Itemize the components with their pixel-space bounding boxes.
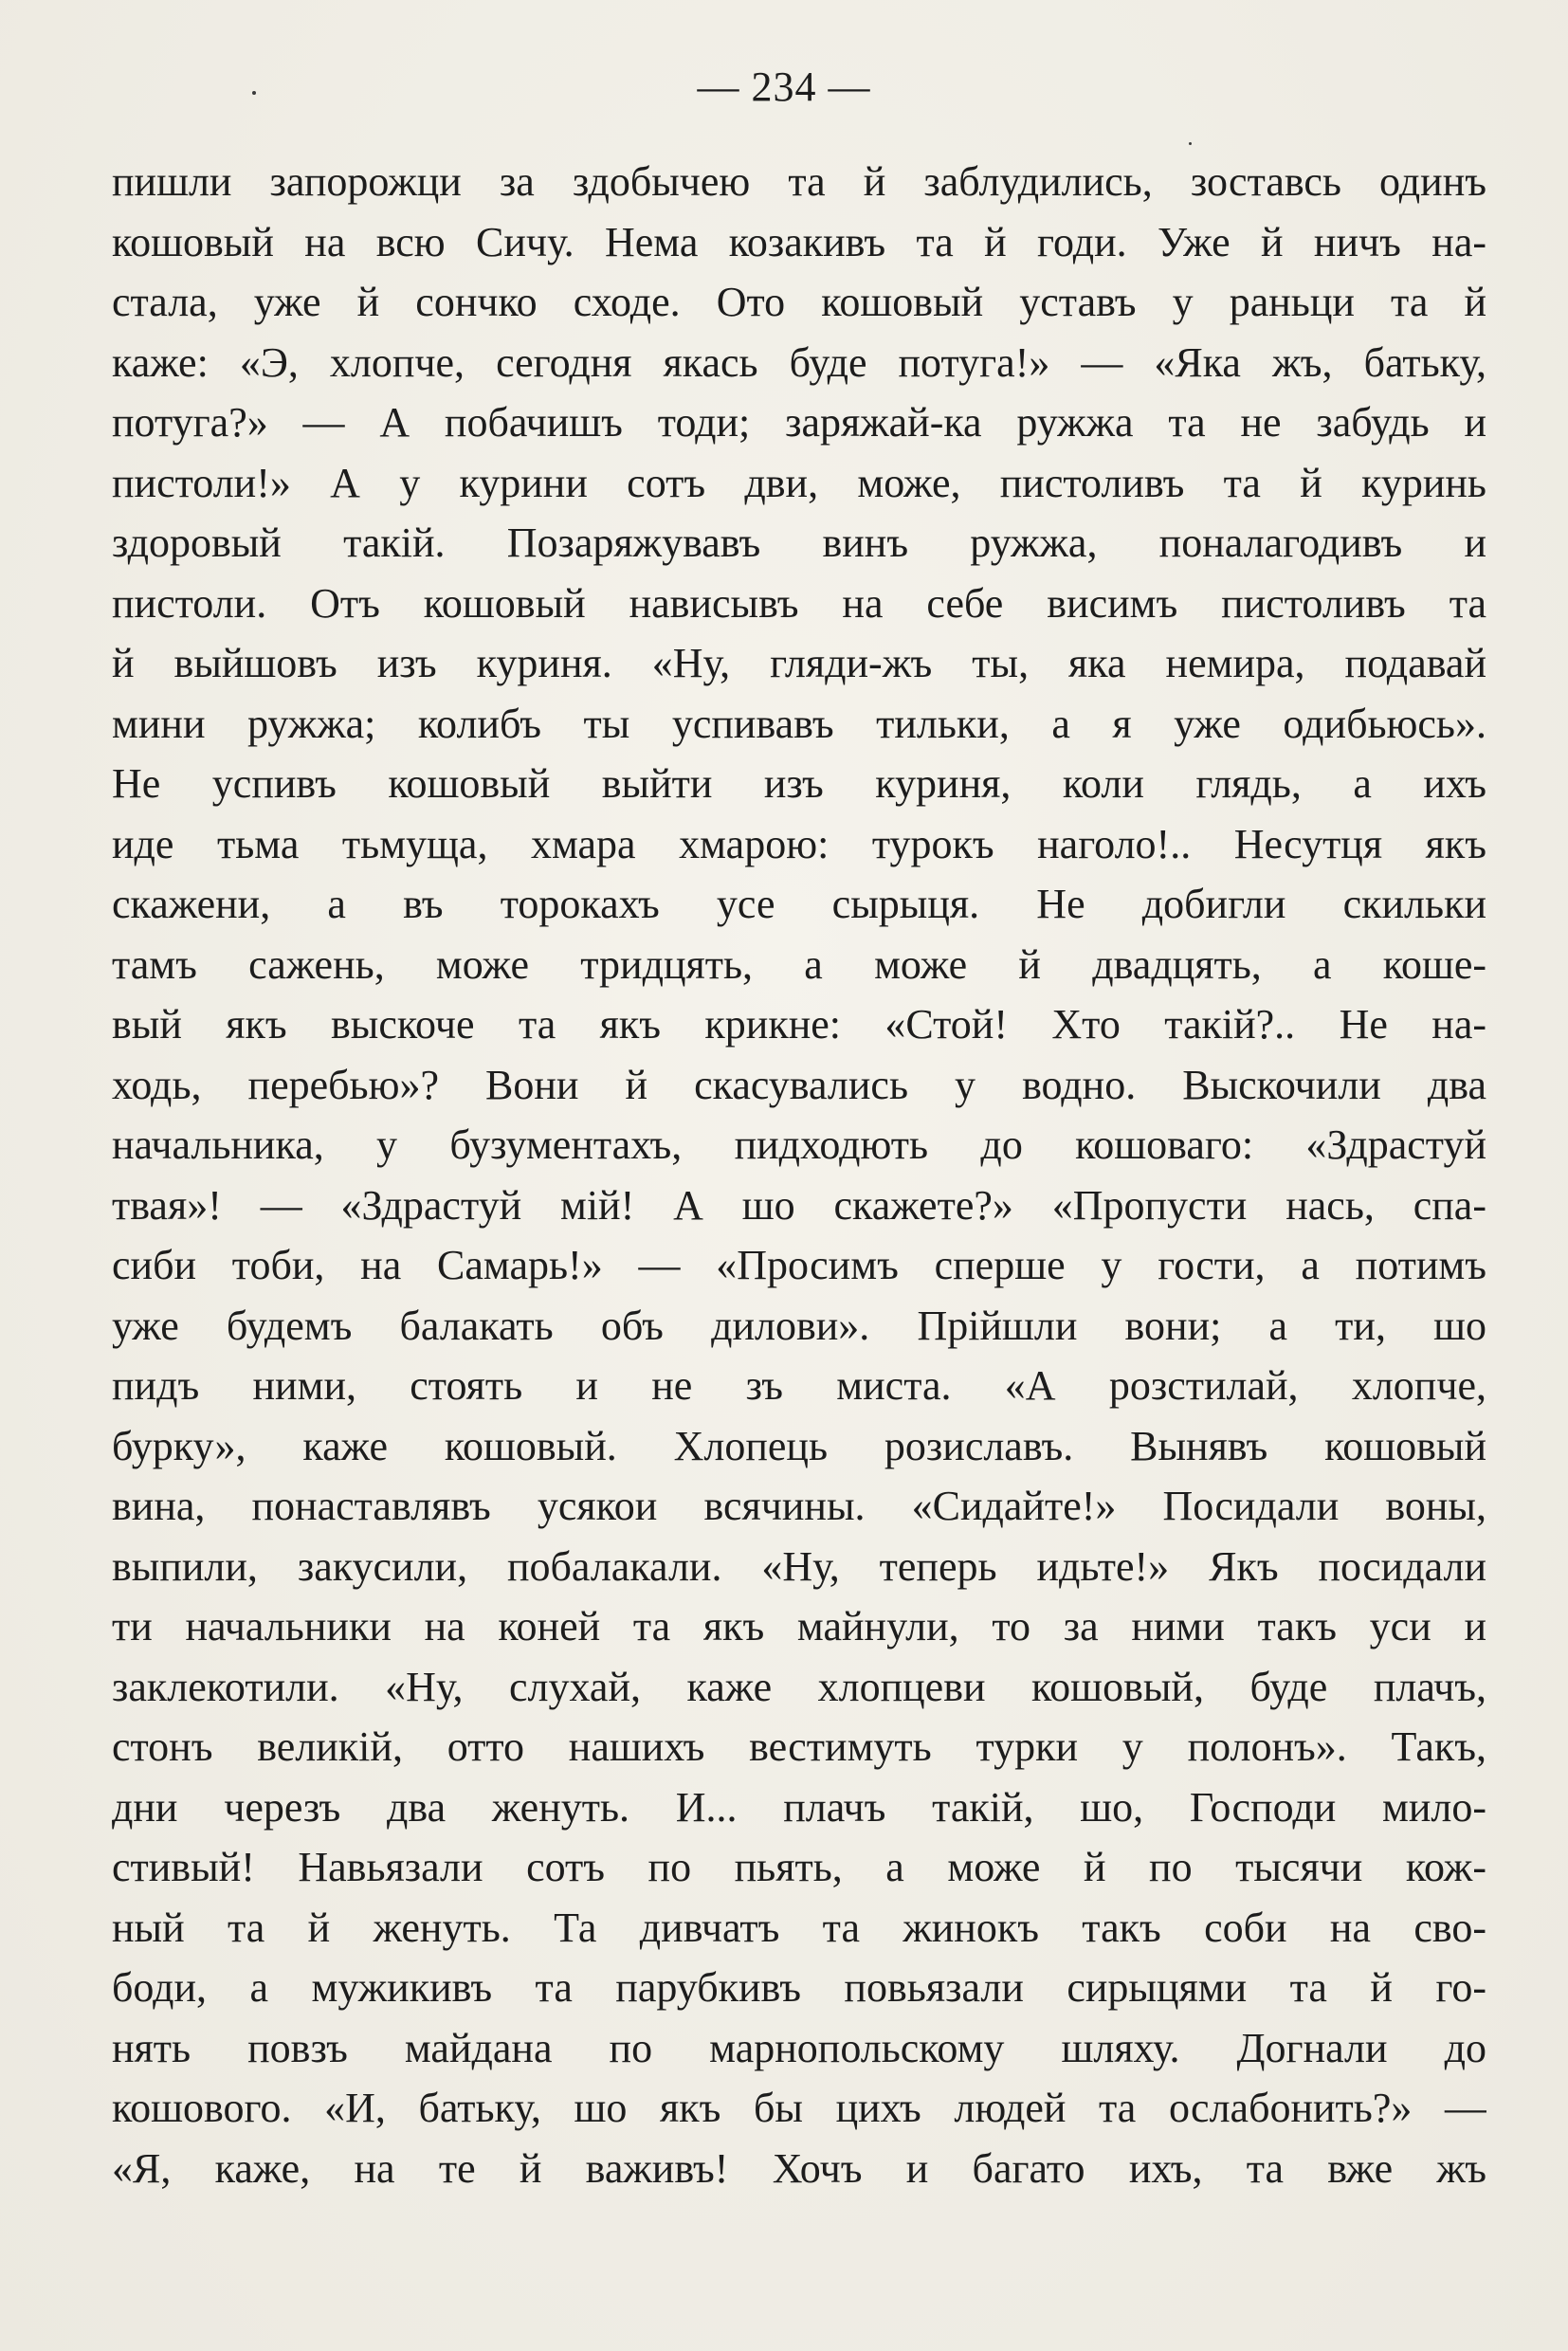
text-line: пишли запорожци за здобычею та й заблудились, зоставсь одинъ <box>112 158 1486 205</box>
text-line: заклекотили. «Ну, слухай, каже хлопцеви кошовый, буде плачъ, <box>112 1663 1486 1710</box>
text-line: нять повзъ майдана по марнопольскому шляху. Догнали до <box>112 2024 1486 2071</box>
text-line: тамъ сажень, може тридцять, а може й двадцять, а коше- <box>112 940 1486 988</box>
text-line: пистоли!» А у курини сотъ дви, може, пистоливъ та й куринь <box>112 459 1486 506</box>
text-line: стала, уже й сончко сходе. Ото кошовый уставъ у раньци та й <box>112 279 1486 325</box>
text-line: пидъ ними, стоять и не зъ миста. «А розстилай, хлопче, <box>112 1362 1486 1409</box>
print-speck <box>252 91 256 95</box>
text-line: ти начальники на коней та якъ майнули, то за ними такъ уси и <box>112 1603 1486 1649</box>
text-line: ходь, перебью»? Вони й скасувались у водно. Выскочили два <box>112 1061 1486 1108</box>
text-line: уже будемъ балакать объ дилови». Прійшли вони; а ти, шо <box>112 1302 1486 1349</box>
text-line: кошового. «И, батьку, шо якъ бы цихъ людей та ослабонить?» — <box>112 2085 1486 2131</box>
text-line: вина, понаставлявъ усякои всячины. «Сидайте!» Посидали воны, <box>112 1483 1486 1529</box>
text-line: боди, а мужикивъ та парубкивъ повьязали сирыцями та й го- <box>112 1964 1486 2011</box>
text-line: скажени, а въ торокахъ усе сырыця. Не добигли скильки <box>112 881 1486 927</box>
text-line: ный та й женуть. Та дивчатъ та жинокъ такъ соби на сво- <box>112 1904 1486 1951</box>
text-line: потуга?» — А побачишъ тоди; заряжай-ка ружжа та не забудь и <box>112 399 1486 446</box>
text-line: бурку», каже кошовый. Хлопець розиславъ. Вынявъ кошовый <box>112 1422 1486 1469</box>
text-line: мини ружжа; колибъ ты успивавъ тильки, а я уже одибьюсь». <box>112 700 1486 747</box>
text-line: дни черезъ два женуть. И... плачъ такій, шо, Господи мило- <box>112 1783 1486 1831</box>
text-line: сиби тоби, на Самарь!» — «Просимъ сперше у гости, а потимъ <box>112 1242 1486 1288</box>
text-line: Не успивъ кошовый выйти изъ куриня, коли глядь, а ихъ <box>112 760 1486 807</box>
text-line: кошовый на всю Сичу. Нема козакивъ та й годи. Уже й ничъ на- <box>112 218 1486 265</box>
text-line: твая»! — «Здрастуй мій! А шо скажете?» «Пропусти нась, спа- <box>112 1181 1486 1229</box>
text-line: пистоли. Отъ кошовый нависывъ на себе висимъ пистоливъ та <box>112 579 1486 627</box>
text-line: стонъ великій, отто нашихъ вестимуть турки у полонъ». Такъ, <box>112 1723 1486 1770</box>
body-text <box>112 152 1486 2198</box>
page-number: — 234 — <box>697 64 871 110</box>
print-speck <box>1189 142 1192 145</box>
text-line: стивый! Навьязали сотъ по пьять, а може й по тысячи кож- <box>112 1844 1486 1890</box>
text-line: иде тьма тьмуща, хмара хмарою: турокъ наголо!.. Несутця якъ <box>112 820 1486 867</box>
text-line: здоровый такій. Позаряжувавъ винъ ружжа, поналагодивъ и <box>112 519 1486 566</box>
text-line: й выйшовъ изъ куриня. «Ну, гляди-жъ ты, яка немира, подавай <box>112 640 1486 686</box>
text-line: вый якъ выскоче та якъ крикне: «Стой! Хто такій?.. Не на- <box>112 1001 1486 1048</box>
text-line: каже: «Э, хлопче, сегодня якась буде потуга!» — «Яка жъ, батьку, <box>112 338 1486 386</box>
text-line: выпили, закусили, побалакали. «Ну, теперь идьте!» Якъ посидали <box>112 1542 1486 1590</box>
text-line: «Я, каже, на те й важивъ! Хочъ и багато ихъ, та вже жъ <box>112 2144 1486 2192</box>
text-line: начальника, у бузументахъ, пидходють до кошоваго: «Здрастуй <box>112 1121 1486 1168</box>
